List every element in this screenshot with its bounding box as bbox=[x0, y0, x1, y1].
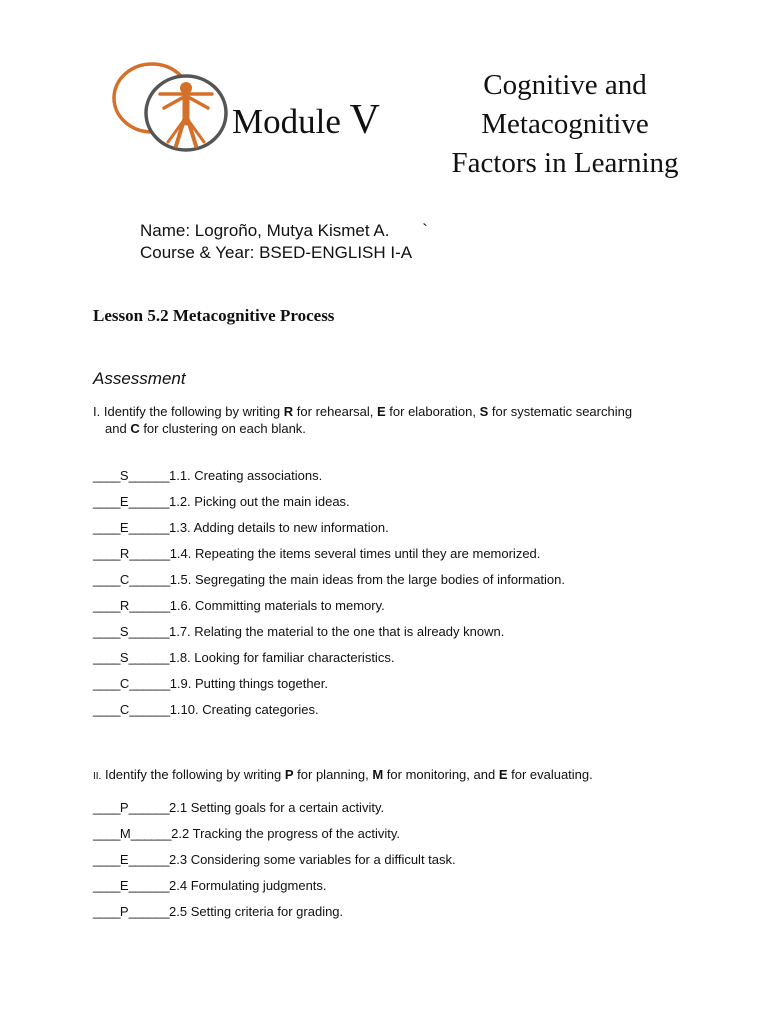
answer-letter: P bbox=[119, 904, 129, 919]
answer-blank-left: ____ bbox=[93, 494, 120, 509]
answer-blank-left: ____ bbox=[93, 676, 120, 691]
answer-item bbox=[93, 494, 565, 520]
answer-letter: R bbox=[119, 546, 130, 561]
instruction-text: for elaboration, bbox=[385, 404, 480, 419]
answer-letter: S bbox=[119, 624, 129, 639]
item-number: 1.6. bbox=[169, 598, 192, 613]
instruction-text: for planning, bbox=[293, 767, 373, 782]
item-text: Creating categories. bbox=[202, 702, 319, 717]
instruction-text: for clustering on each blank. bbox=[139, 421, 306, 436]
answer-letter: S bbox=[119, 650, 129, 665]
key-letter: E bbox=[377, 404, 386, 419]
answer-letter: E bbox=[119, 494, 129, 509]
item-text: Creating associations. bbox=[194, 468, 323, 483]
answer-item bbox=[93, 826, 456, 852]
module-title-line: Cognitive and bbox=[483, 69, 647, 101]
key-letter: M bbox=[372, 767, 384, 782]
item-number: 1.4. bbox=[169, 546, 192, 561]
answer-blank-left: ____ bbox=[93, 852, 120, 867]
answer-item bbox=[93, 624, 565, 650]
key-letter: R bbox=[283, 404, 294, 419]
answer-blank-right: ______ bbox=[129, 702, 170, 717]
module-label bbox=[232, 96, 380, 144]
answer-blank-right: ______ bbox=[130, 826, 172, 841]
answer-letter: P bbox=[119, 800, 129, 815]
answer-letter: S bbox=[119, 468, 129, 483]
answer-blank-right: ______ bbox=[128, 904, 169, 919]
key-letter: E bbox=[498, 767, 508, 782]
answer-blank-left: ____ bbox=[93, 520, 120, 535]
answer-letter: C bbox=[119, 572, 130, 587]
part2-instructions bbox=[93, 766, 693, 785]
item-text: Picking out the main ideas. bbox=[194, 494, 350, 509]
answer-letter: E bbox=[119, 520, 129, 535]
answer-blank-right: ______ bbox=[128, 852, 169, 867]
answer-letter: E bbox=[119, 878, 129, 893]
item-number: 1.2. bbox=[168, 494, 191, 509]
answer-item bbox=[93, 468, 565, 494]
answer-item bbox=[93, 676, 565, 702]
module-logo bbox=[112, 58, 230, 156]
answer-blank-left: ____ bbox=[93, 546, 120, 561]
part2-item-list bbox=[93, 800, 456, 930]
answer-item bbox=[93, 878, 456, 904]
answer-blank-right: ______ bbox=[128, 494, 169, 509]
key-letter: C bbox=[130, 421, 140, 436]
answer-letter: R bbox=[119, 598, 130, 613]
answer-blank-left: ____ bbox=[93, 572, 120, 587]
answer-letter: E bbox=[119, 852, 129, 867]
answer-blank-right: ______ bbox=[128, 878, 169, 893]
item-number: 1.5. bbox=[169, 572, 192, 587]
module-word: Module bbox=[232, 102, 341, 141]
item-number: 1.1. bbox=[168, 468, 191, 483]
answer-blank-left: ____ bbox=[93, 624, 120, 639]
instruction-text: for rehearsal, bbox=[293, 404, 377, 419]
answer-blank-right: ______ bbox=[128, 800, 169, 815]
item-text: Looking for familiar characteristics. bbox=[194, 650, 395, 665]
item-text: Relating the material to the one that is already known. bbox=[194, 624, 505, 639]
item-number: 1.9. bbox=[169, 676, 192, 691]
course-year: Course & Year: BSED-ENGLISH I-A bbox=[140, 243, 413, 262]
instruction-text: for evaluating. bbox=[507, 767, 593, 782]
answer-item bbox=[93, 520, 565, 546]
answer-letter: C bbox=[119, 702, 130, 717]
item-number: 2.2 bbox=[171, 826, 190, 841]
answer-blank-left: ____ bbox=[93, 598, 120, 613]
student-name: Name: Logroño, Mutya Kismet A. bbox=[140, 221, 390, 240]
answer-blank-right: ______ bbox=[128, 624, 169, 639]
instruction-text: Identify the following by writing bbox=[101, 767, 285, 782]
answer-blank-left: ____ bbox=[93, 826, 120, 841]
student-info bbox=[140, 220, 428, 264]
item-number: 2.3 bbox=[168, 852, 188, 867]
answer-item bbox=[93, 572, 565, 598]
item-text: Setting criteria for grading. bbox=[190, 904, 344, 919]
module-title-line: Metacognitive bbox=[481, 108, 649, 140]
answer-blank-left: ____ bbox=[93, 468, 120, 483]
instruction-text: for monitoring, and bbox=[383, 767, 499, 782]
item-text: Formulating judgments. bbox=[190, 878, 327, 893]
assessment-heading: Assessment bbox=[93, 369, 186, 388]
item-text: Committing materials to memory. bbox=[195, 598, 385, 613]
part1-instructions bbox=[93, 403, 693, 437]
answer-blank-left: ____ bbox=[93, 800, 120, 815]
roman-numeral: II. bbox=[93, 771, 102, 782]
module-title-line: Factors in Learning bbox=[451, 147, 679, 179]
item-text: Putting things together. bbox=[195, 676, 328, 691]
vitruvian-man-icon bbox=[112, 58, 230, 156]
instruction-text: Identify the following by writing bbox=[100, 404, 284, 419]
key-letter: S bbox=[479, 404, 489, 419]
lesson-title: Lesson 5.2 Metacognitive Process bbox=[93, 306, 335, 325]
item-text: Tracking the progress of the activity. bbox=[192, 826, 400, 841]
roman-numeral: I. bbox=[93, 404, 101, 419]
answer-blank-left: ____ bbox=[93, 650, 120, 665]
answer-item bbox=[93, 904, 456, 930]
item-number: 1.10. bbox=[169, 702, 199, 717]
answer-letter: C bbox=[119, 676, 130, 691]
item-text: Segregating the main ideas from the large bodies of information. bbox=[195, 572, 566, 587]
answer-blank-right: ______ bbox=[128, 650, 169, 665]
part1-item-list bbox=[93, 468, 565, 728]
answer-item bbox=[93, 598, 565, 624]
instruction-text: and bbox=[105, 421, 131, 436]
item-number: 2.1 bbox=[168, 800, 188, 815]
tick-mark: ` bbox=[422, 221, 428, 240]
item-number: 1.3. bbox=[168, 520, 191, 535]
answer-item bbox=[93, 650, 565, 676]
item-number: 2.4 bbox=[168, 878, 188, 893]
item-number: 1.7. bbox=[168, 624, 191, 639]
answer-item bbox=[93, 852, 456, 878]
module-title bbox=[420, 66, 710, 183]
answer-blank-right: ______ bbox=[129, 676, 170, 691]
key-letter: P bbox=[284, 767, 294, 782]
answer-blank-right: ______ bbox=[129, 572, 170, 587]
module-number: V bbox=[349, 97, 380, 143]
answer-blank-left: ____ bbox=[93, 904, 120, 919]
answer-letter: M bbox=[119, 826, 131, 841]
answer-item bbox=[93, 800, 456, 826]
item-text: Repeating the items several times until they are memorized. bbox=[195, 546, 541, 561]
item-text: Adding details to new information. bbox=[193, 520, 389, 535]
answer-blank-left: ____ bbox=[93, 878, 120, 893]
answer-blank-left: ____ bbox=[93, 702, 120, 717]
item-text: Considering some variables for a difficult task. bbox=[190, 852, 456, 867]
instruction-text: for systematic searching bbox=[488, 404, 633, 419]
item-text: Setting goals for a certain activity. bbox=[190, 800, 385, 815]
answer-blank-right: ______ bbox=[129, 598, 170, 613]
answer-blank-right: ______ bbox=[129, 546, 170, 561]
answer-blank-right: ______ bbox=[128, 520, 169, 535]
item-number: 1.8. bbox=[168, 650, 191, 665]
answer-item bbox=[93, 546, 565, 572]
answer-item bbox=[93, 702, 565, 728]
item-number: 2.5 bbox=[168, 904, 188, 919]
answer-blank-right: ______ bbox=[128, 468, 169, 483]
